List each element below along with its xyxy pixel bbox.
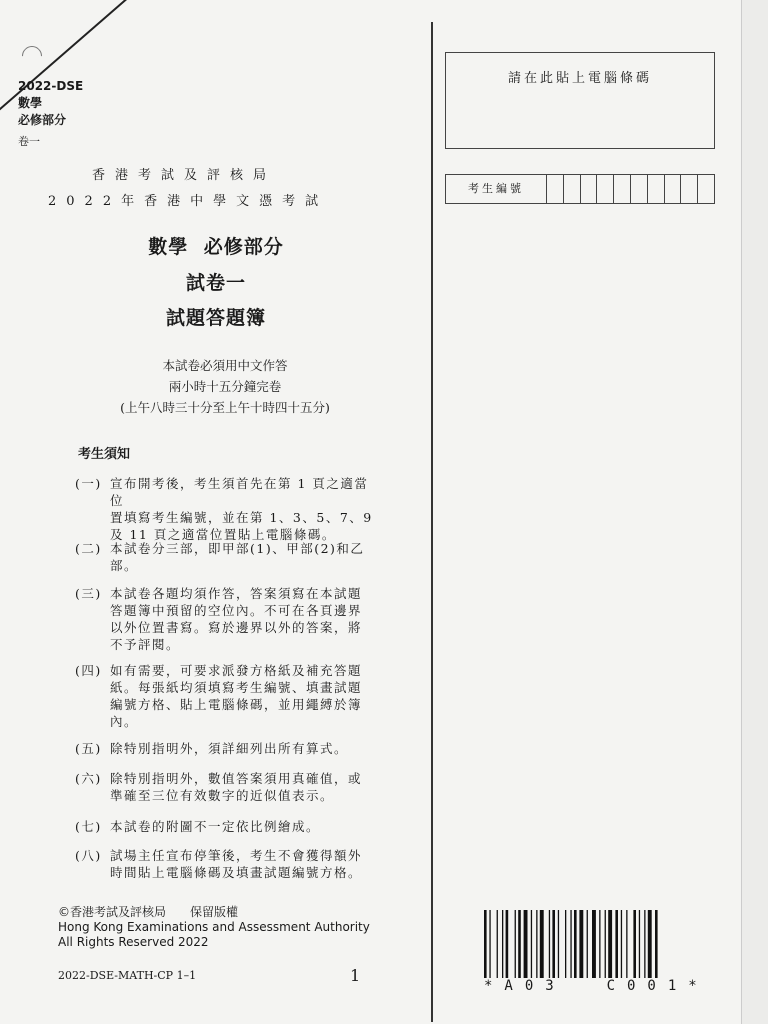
note-line: 試場主任宣布停筆後，考生不會獲得額外 (110, 848, 363, 863)
barcode-bar (570, 910, 571, 978)
paper-title: 試卷一 (185, 272, 246, 294)
punch-hole-mark (18, 42, 46, 70)
note-line: 除特別指明外，數值答案須用真確值，或 (110, 771, 363, 786)
page-number: 1 (350, 966, 361, 985)
barcode-bar (489, 910, 490, 978)
candidate-digit-cell[interactable] (631, 175, 648, 203)
corner-part: 必修部分 (18, 113, 67, 127)
candidate-digit-cell[interactable] (681, 175, 698, 203)
candidate-digit-cell[interactable] (648, 175, 665, 203)
booklet-title: 試題答題簿 (165, 307, 266, 329)
candidate-digit-cell[interactable] (597, 175, 614, 203)
note-line: 本試卷分三部，即甲部(1)、甲部(2)和乙 (110, 541, 365, 556)
barcode-bar (524, 910, 528, 978)
note-line: 置填寫考生編號，並在第 1、3、5、7、9 (110, 510, 373, 525)
page-edge (741, 0, 768, 1024)
note-line: 本試卷各題均須作答，答案須寫在本試題 (110, 586, 363, 601)
copyright-english: Hong Kong Examinations and Assessment Authority (58, 920, 370, 934)
duration-info: 兩小時十五分鐘完卷 (168, 379, 282, 394)
corner-paper: 卷一 (18, 135, 40, 148)
note-line: 除特別指明外，須詳細列出所有算式。 (110, 741, 349, 756)
candidate-digit-cell[interactable] (614, 175, 631, 203)
candidate-digit-cell[interactable] (665, 175, 682, 203)
barcode-bar (599, 910, 600, 978)
candidate-digit-cell[interactable] (698, 175, 714, 203)
barcode-bar (574, 910, 577, 978)
candidate-digit-cell[interactable] (547, 175, 564, 203)
barcode-bar (626, 910, 627, 978)
note-line: 不予評閱。 (110, 637, 181, 652)
candidate-number-label: 考生編號 (446, 175, 547, 203)
subject-title: 數學 必修部分 (148, 236, 284, 258)
barcode-bar (531, 910, 532, 978)
copyright-block (58, 905, 370, 950)
barcode-bar (552, 910, 555, 978)
barcode-bar (633, 910, 636, 978)
candidate-number-box (445, 174, 715, 204)
note-number: (八) (75, 848, 102, 863)
note-number: (六) (75, 771, 102, 786)
note-line: 答題簿中預留的空位內。不可在各頁邊界 (110, 603, 363, 618)
language-info: 本試卷必須用中文作答 (162, 358, 288, 373)
note-number: (七) (75, 819, 102, 834)
note-number: (五) (75, 741, 102, 756)
paper-code: 2022-DSE-MATH-CP 1–1 (58, 969, 197, 982)
copyright-rights: All Rights Reserved 2022 (58, 935, 209, 949)
exam-info (60, 355, 390, 418)
note-line: 紙。每張紙均須填寫考生編號、填畫試題 (110, 680, 363, 695)
barcode-bar (644, 910, 645, 978)
barcode-bar (579, 910, 583, 978)
vertical-divider (431, 22, 433, 1022)
candidate-digit-cell[interactable] (564, 175, 581, 203)
barcode-bar (605, 910, 606, 978)
barcode-bar (518, 910, 521, 978)
note-line: 編號方格、貼上電腦條碼，並用繩縛於簿 (110, 697, 363, 712)
candidate-digit-cell[interactable] (581, 175, 598, 203)
barcode-bar (592, 910, 596, 978)
time-info: (上午八時三十分至上午十時四十五分) (120, 400, 330, 415)
barcode-image (484, 910, 718, 978)
note-line: 內。 (110, 714, 139, 729)
barcode-bar (587, 910, 588, 978)
barcode-bar (549, 910, 550, 978)
exam-name: 2022年香港中學文憑考試 (48, 194, 329, 209)
barcode-bar (540, 910, 544, 978)
barcode-bar (515, 910, 516, 978)
barcode-area-label: 請在此貼上電腦條碼 (507, 71, 652, 86)
barcode-text: *A03 C001* (484, 978, 709, 994)
barcode-bar (655, 910, 658, 978)
note-line: 如有需要，可要求派發方格紙及補充答題 (110, 663, 363, 678)
barcode-bar (648, 910, 652, 978)
authority-name: 香港考試及評核局 (92, 168, 277, 183)
corner-subject: 數學 (18, 96, 43, 110)
note-number: (四) (75, 663, 102, 678)
note-line: 時間貼上電腦條碼及填畫試題編號方格。 (110, 865, 363, 880)
note-line: 部。 (110, 558, 139, 573)
notes-heading: 考生須知 (78, 447, 131, 462)
barcode-bar (558, 910, 559, 978)
barcode-bar (536, 910, 537, 978)
barcode-bar (608, 910, 612, 978)
barcode-bar (615, 910, 618, 978)
corner-label (18, 78, 83, 150)
barcode-bar (621, 910, 622, 978)
barcode-bar (484, 910, 487, 978)
barcode-bar (497, 910, 498, 978)
note-line: 及 11 頁之適當位置貼上電腦條碼。 (110, 527, 336, 542)
copyright-chinese: ©香港考試及評核局 保留版權 (58, 905, 239, 919)
note-line: 準確至三位有效數字的近似值表示。 (110, 788, 335, 803)
note-number: (一) (75, 476, 102, 491)
note-number: (二) (75, 541, 102, 556)
barcode-bar (502, 910, 503, 978)
note-number: (三) (75, 586, 102, 601)
corner-year: 2022-DSE (18, 79, 84, 93)
note-line: 本試卷的附圖不一定依比例繪成。 (110, 819, 321, 834)
barcode-bar (565, 910, 566, 978)
barcode-bar (639, 910, 640, 978)
note-line: 以外位置書寫。寫於邊界以外的答案，將 (110, 620, 363, 635)
barcode-bar (506, 910, 509, 978)
barcode-sticker-area (445, 52, 715, 149)
note-line: 宣布開考後，考生須首先在第 1 頁之適當位 (110, 476, 369, 508)
